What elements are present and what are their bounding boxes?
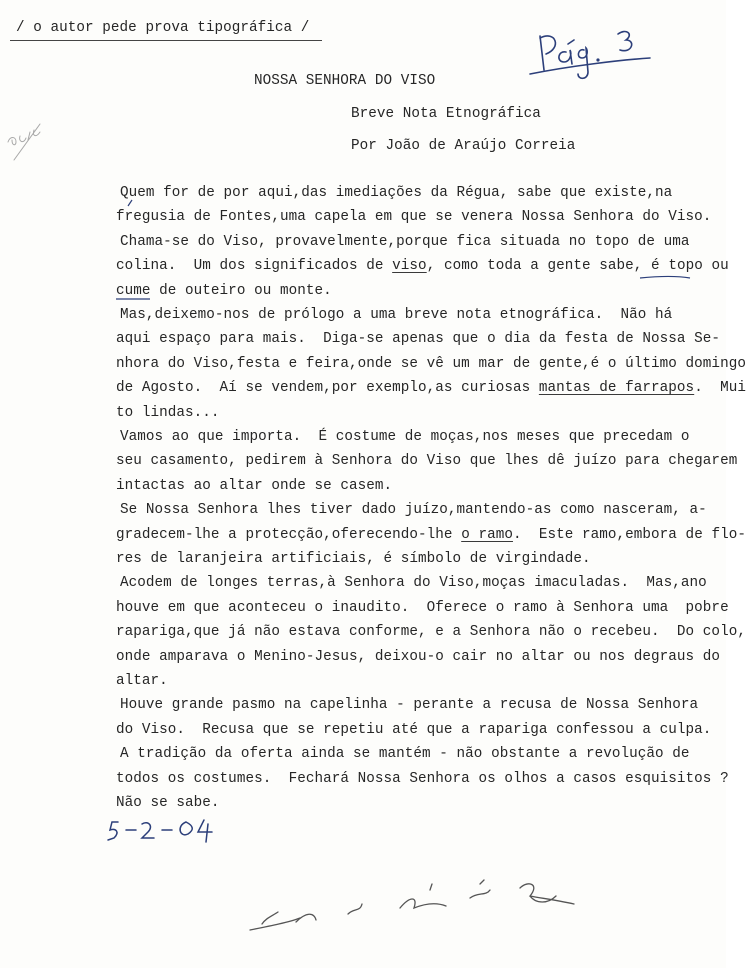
body-line: Chama-se do Viso, provavelmente,porque fica situada no topo de uma	[120, 233, 690, 250]
margin-pencil-mark	[8, 124, 40, 160]
document-byline: Por João de Araújo Correia	[351, 138, 576, 154]
body-line: de Agosto. Aí se vendem,por exemplo,as curiosas mantas de farrapos. Mui	[116, 380, 746, 397]
body-line: houve em que aconteceu o inaudito. Oferece o ramo à Senhora uma pobre	[116, 599, 729, 616]
body-line: A tradição da oferta ainda se mantém - não obstante a revolução de	[120, 746, 690, 763]
body-line: altar.	[116, 673, 168, 689]
body-line: rapariga,que já não estava conforme, e a Senhora não o recebeu. Do colo,	[116, 624, 746, 641]
body-line: to lindas...	[116, 404, 220, 421]
signature-text	[250, 900, 263, 901]
underline-topo	[640, 277, 690, 279]
body-line: intactas ao altar onde se casem.	[116, 477, 393, 494]
body-line: onde amparava o Menino-Jesus, deixou-o cair no altar ou nos degraus do	[116, 648, 721, 665]
document-subtitle: Breve Nota Etnográfica	[351, 106, 541, 122]
body-line: Vamos ao que importa. É costume de moças,nos meses que precedam o	[120, 429, 690, 445]
body-line: aqui espaço para mais. Diga-se apenas que o dia da festa de Nossa Se-	[116, 331, 721, 348]
body-line: do Viso. Recusa que se repetiu até que a rapariga confessou a culpa.	[116, 721, 712, 738]
body-line: Mas,deixemo-nos de prólogo a uma breve nota etnográfica. Não há	[120, 307, 673, 323]
body-line: Não se sabe.	[116, 795, 220, 811]
header-note: / o autor pede prova tipográfica /	[16, 20, 310, 36]
date-text	[108, 818, 112, 819]
signature-scrawl	[250, 880, 574, 930]
date-handwriting	[108, 820, 212, 842]
margin-mark-text	[6, 130, 8, 131]
body-line: Se Nossa Senhora lhes tiver dado juízo,mantendo-as como nasceram, a-	[120, 502, 707, 519]
underlined-phrase: mantas de farrapos	[538, 380, 695, 397]
body-line: Acodem de longes terras,à Senhora do Viso,moças imaculadas. Mas,ano	[120, 575, 707, 592]
body-line: res de laranjeira artificiais, é símbolo de virgindade.	[116, 551, 591, 567]
body-line: gradecem-lhe a protecção,oferecendo-lhe o ramo. Este ramo,embora de flo-	[116, 526, 746, 543]
body-line: nhora do Viso,festa e feira,onde se vê um mar de gente,é o último domingo	[116, 355, 746, 372]
body-line: fregusia de Fontes,uma capela em que se venera Nossa Senhora do Viso.	[116, 209, 712, 226]
page-label-handwriting	[530, 32, 650, 79]
underlined-phrase: viso	[392, 258, 427, 275]
body-line: Quem for de por aqui,das imediações da Régua, sabe que existe,na	[120, 185, 673, 201]
body-line: Houve grande pasmo na capelinha - perante a recusa de Nossa Senhora	[120, 697, 699, 714]
body-line: colina. Um dos significados de viso, como toda a gente sabe, é topo ou	[116, 258, 729, 275]
body-line: todos os costumes. Fechará Nossa Senhora os olhos a casos esquisitos ?	[116, 770, 729, 787]
page-label-text	[536, 28, 539, 29]
body-line: seu casamento, pedirem à Senhora do Viso que lhes dê juízo para chegarem	[116, 453, 738, 470]
body-line: cume de outeiro ou monte.	[116, 282, 332, 299]
document-title: NOSSA SENHORA DO VISO	[254, 73, 436, 89]
underlined-phrase: o ramo	[461, 526, 513, 543]
